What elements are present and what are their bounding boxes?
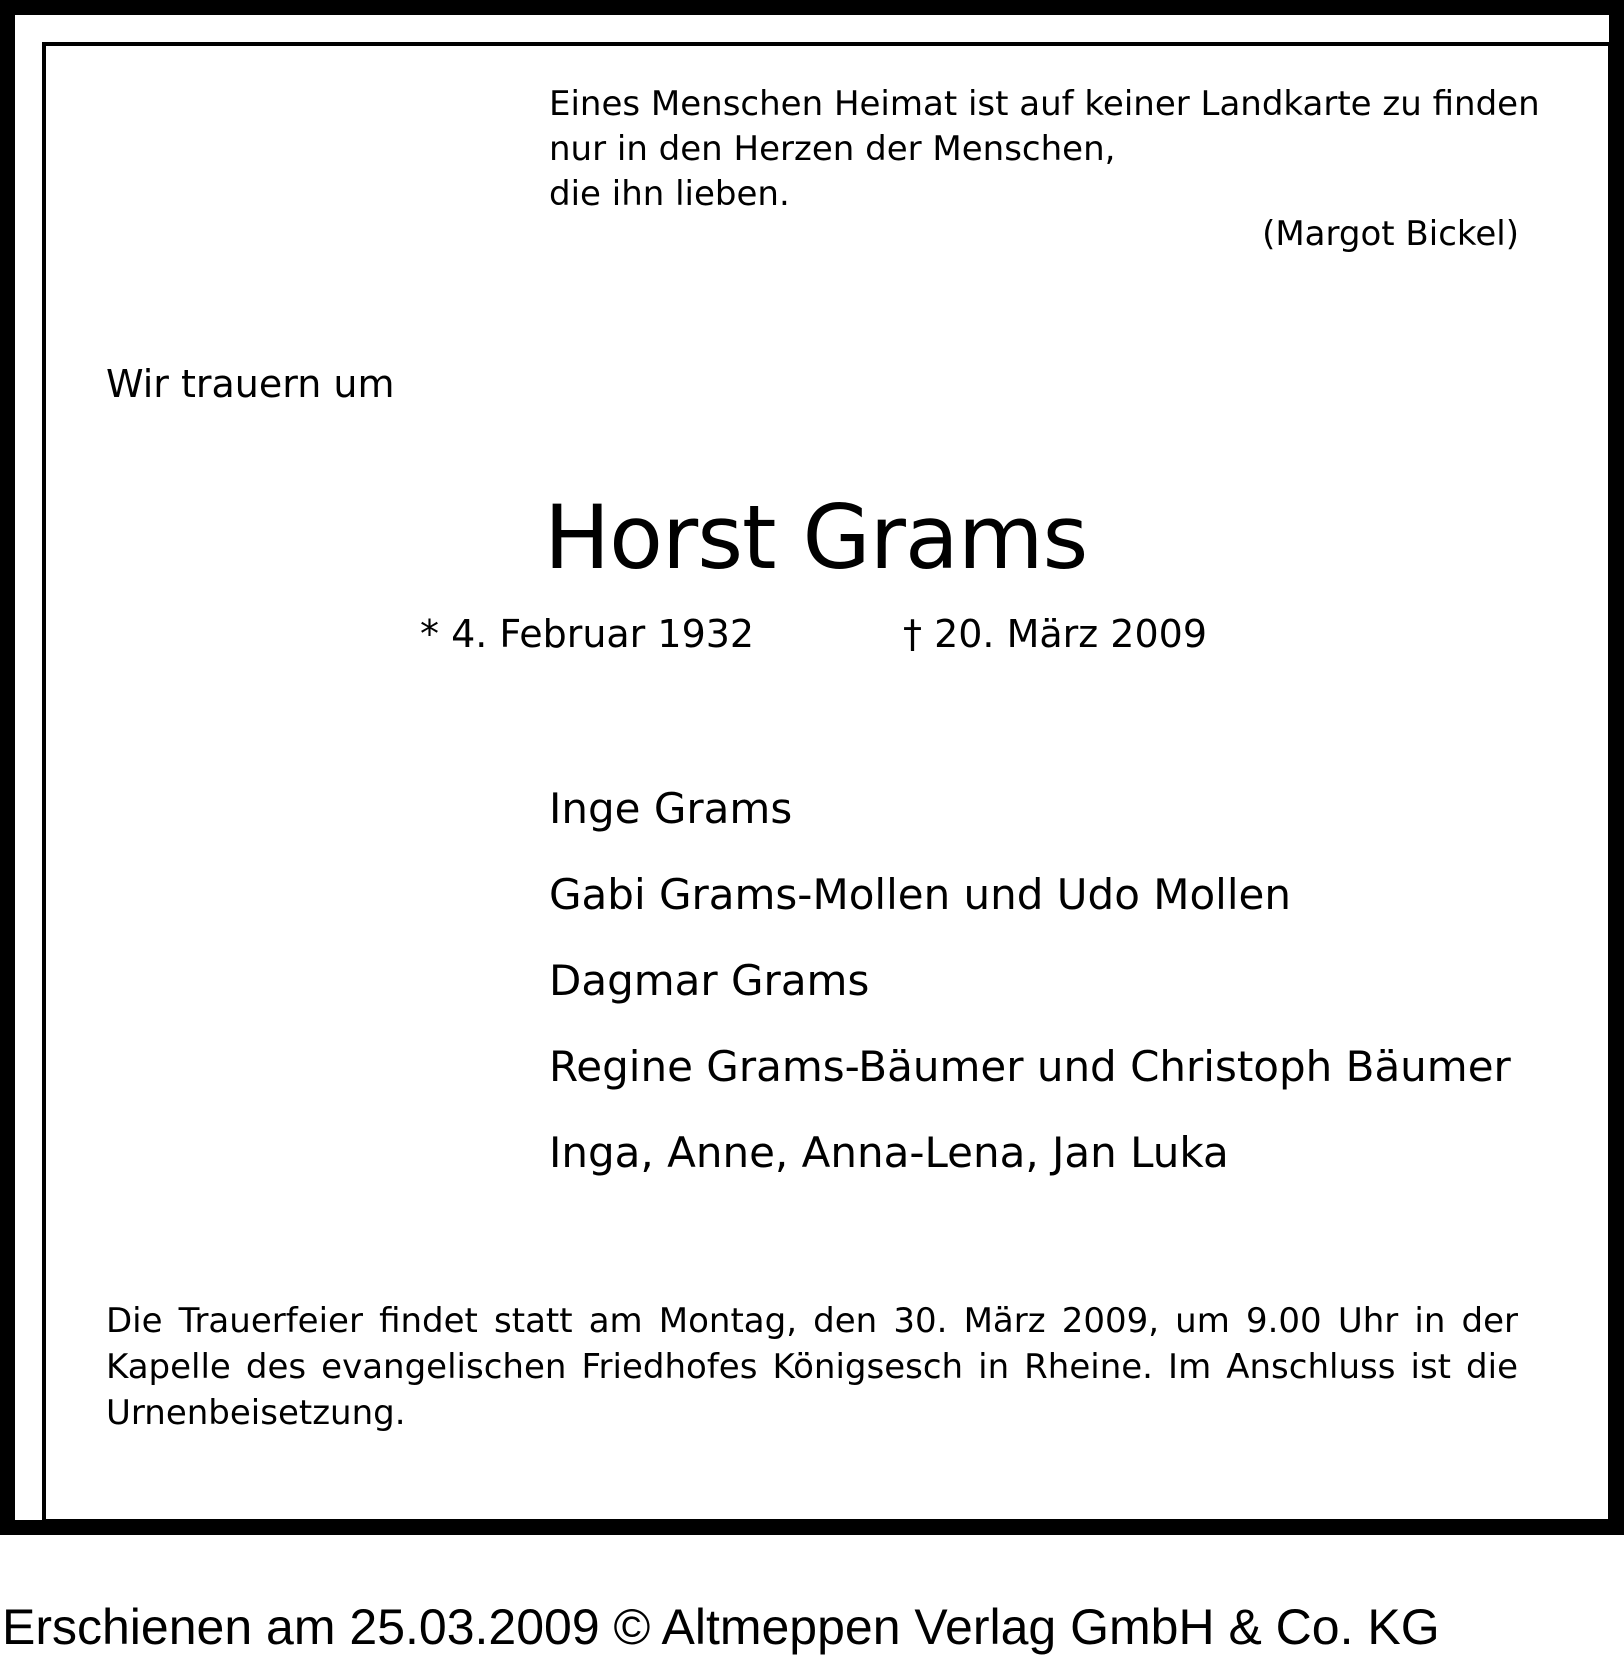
poem-line: die ihn lieben. — [549, 174, 790, 214]
poem-author: (Margot Bickel) — [1262, 214, 1519, 254]
mourner-entry: Gabi Grams-Mollen und Udo Mollen — [549, 870, 1291, 919]
poem-line: Eines Menschen Heimat ist auf keiner Landkarte zu finden — [549, 84, 1540, 124]
publication-footer: Erschienen am 25.03.2009 © Altmeppen Verlag GmbH & Co. KG — [2, 1599, 1440, 1655]
deceased-name: Horst Grams — [544, 486, 1088, 589]
poem-line: nur in den Herzen der Menschen, — [549, 129, 1116, 169]
mourner-entry: Inge Grams — [549, 784, 793, 833]
mourner-entry: Regine Grams-Bäumer und Christoph Bäumer — [549, 1042, 1511, 1091]
poem-quote — [549, 82, 1540, 217]
funeral-service-info: Die Trauerfeier findet statt am Montag, den 30. März 2009, um 9.00 Uhr in der Kapelle des evangelischen Friedhofes Königsesch in Rheine. Im Anschluss ist die Urnenbeisetzung. — [106, 1301, 1518, 1433]
mourner-entry: Inga, Anne, Anna-Lena, Jan Luka — [549, 1128, 1229, 1177]
intro-text: Wir trauern um — [106, 362, 395, 406]
mourners-list — [549, 784, 1511, 1214]
death-date: † 20. März 2009 — [903, 612, 1208, 656]
birth-date: * 4. Februar 1932 — [420, 612, 755, 656]
mourner-entry: Dagmar Grams — [549, 956, 870, 1005]
